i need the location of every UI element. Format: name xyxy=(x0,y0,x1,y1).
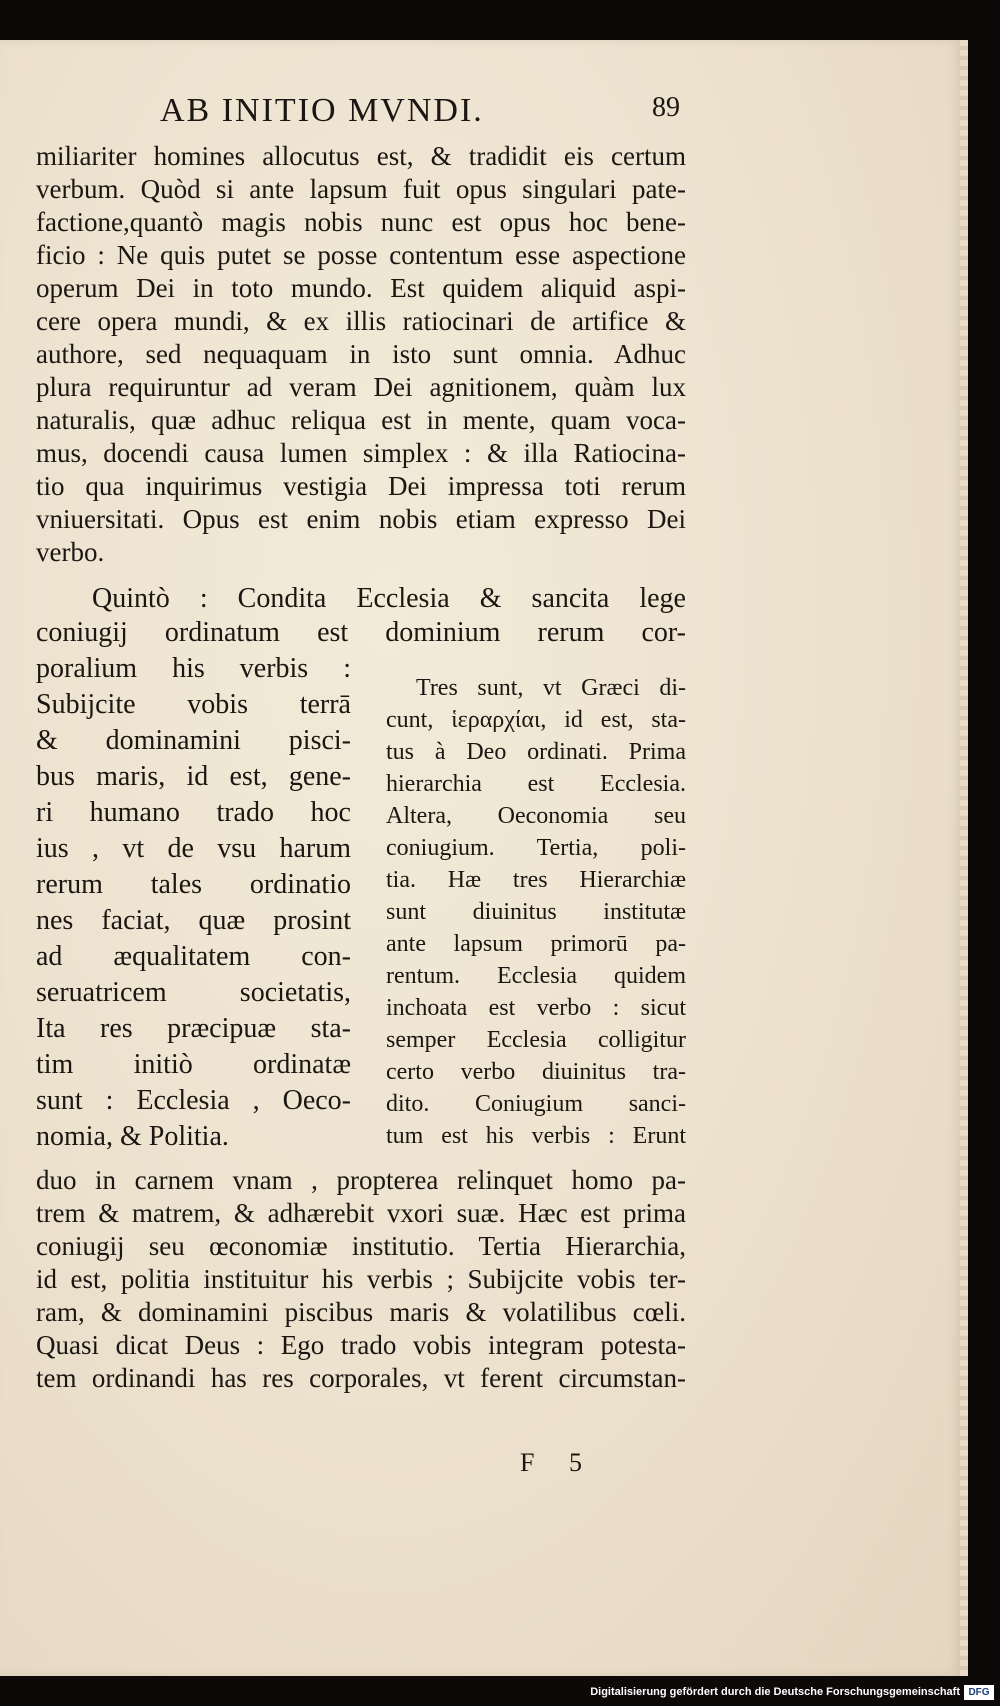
text-line: & dominamini pisci- xyxy=(36,725,351,756)
text-line: ri humano trado hoc xyxy=(36,797,351,828)
text-line: coniugij seu œconomiæ institutio. Tertia Hierarchia, xyxy=(36,1231,686,1261)
dfg-logo-icon: DFG xyxy=(964,1685,994,1700)
text-line: Quasi dicat Deus : Ego trado vobis integram potesta- xyxy=(36,1330,686,1360)
running-head: AB INITIO MVNDI. xyxy=(160,92,484,129)
text-line: id est, politia instituitur his verbis ; Subijcite vobis ter- xyxy=(36,1264,686,1294)
signature-mark: F 5 xyxy=(520,1448,596,1477)
text-line: miliariter homines allocutus est, & tradidit eis certum xyxy=(36,141,686,171)
sidenote-line: dito. Coniugium sanci- xyxy=(386,1091,686,1117)
sidenote-line: hierarchia est Ecclesia. xyxy=(386,771,686,797)
text-line: mus, docendi causa lumen simplex : & illa Ratiocina- xyxy=(36,438,686,468)
text-line: poralium his verbis : xyxy=(36,653,351,684)
text-line: authore, sed nequaquam in isto sunt omnia. Adhuc xyxy=(36,339,686,369)
text-line: ad æqualitatem con- xyxy=(36,941,351,972)
sidenote-line: rentum. Ecclesia quidem xyxy=(386,963,686,989)
footer-bar xyxy=(0,1676,1000,1706)
sidenote-line: tum est his verbis : Erunt xyxy=(386,1123,686,1149)
sidenote-line: inchoata est verbo : sicut xyxy=(386,995,686,1021)
page-header xyxy=(0,92,962,138)
text-line: Quintò : Condita Ecclesia & sancita lege xyxy=(92,583,686,614)
text-line: tio qua inquirimus vestigia Dei impressa toti rerum xyxy=(36,471,686,501)
text-line: cere opera mundi, & ex illis ratiocinari de artifice & xyxy=(36,306,686,336)
text-line: factione,quantò magis nobis nunc est opus hoc bene- xyxy=(36,207,686,237)
text-line: plura requiruntur ad veram Dei agnitionem, quàm lux xyxy=(36,372,686,402)
sidenote-line: tia. Hæ tres Hierarchiæ xyxy=(386,867,686,893)
text-line: verbum. Quòd si ante lapsum fuit opus singulari pate- xyxy=(36,174,686,204)
text-line: operum Dei in toto mundo. Est quidem aliquid aspi- xyxy=(36,273,686,303)
text-line: nes faciat, quæ prosint xyxy=(36,905,351,936)
sidenote-line: Altera, Oeconomia seu xyxy=(386,803,686,829)
sidenote-line: semper Ecclesia colligitur xyxy=(386,1027,686,1053)
text-line: nomia, & Politia. xyxy=(36,1121,229,1152)
text-line: verbo. xyxy=(36,537,105,567)
text-line: vniuersitati. Opus est enim nobis etiam expresso Dei xyxy=(36,504,686,534)
text-line: duo in carnem vnam , propterea relinquet homo pa- xyxy=(36,1165,686,1195)
page-number: 89 xyxy=(652,92,680,123)
text-line: ius , vt de vsu harum xyxy=(36,833,351,864)
text-line: naturalis, quæ adhuc reliqua est in mente, quam voca- xyxy=(36,405,686,435)
text-line: bus maris, id est, gene- xyxy=(36,761,351,792)
sidenote-line: tus à Deo ordinati. Prima xyxy=(386,739,686,765)
text-line: coniugij ordinatum est dominium rerum cor- xyxy=(36,617,686,648)
text-line: trem & matrem, & adhærebit vxori suæ. Hæc est prima xyxy=(36,1198,686,1228)
sidenote-line: ante lapsum primorū pa- xyxy=(386,931,686,957)
digitization-credit: Digitalisierung gefördert durch die Deutsche Forschungsgemeinschaft xyxy=(590,1686,960,1698)
text-line: rerum tales ordinatio xyxy=(36,869,351,900)
text-line: seruatricem societatis, xyxy=(36,977,351,1008)
text-line: Subijcite vobis terrā xyxy=(36,689,351,720)
sidenote-line: Tres sunt, vt Græci di- xyxy=(416,675,686,701)
text-line: ram, & dominamini piscibus maris & volatilibus cœli. xyxy=(36,1297,686,1327)
text-line: Ita res præcipuæ sta- xyxy=(36,1013,351,1044)
sidenote-line: coniugium. Tertia, poli- xyxy=(386,835,686,861)
sidenote-line: cunt, ἱεραρχίαι, id est, sta- xyxy=(386,707,686,733)
text-line: ficio : Ne quis putet se posse contentum esse aspectione xyxy=(36,240,686,270)
text-line: tim initiò ordinatæ xyxy=(36,1049,351,1080)
text-line: sunt : Ecclesia , Oeco- xyxy=(36,1085,351,1116)
text-line: tem ordinandi has res corporales, vt ferent circumstan- xyxy=(36,1363,686,1393)
sidenote-line: certo verbo diuinitus tra- xyxy=(386,1059,686,1085)
book-page xyxy=(0,40,962,1676)
sidenote-line: sunt diuinitus institutæ xyxy=(386,899,686,925)
